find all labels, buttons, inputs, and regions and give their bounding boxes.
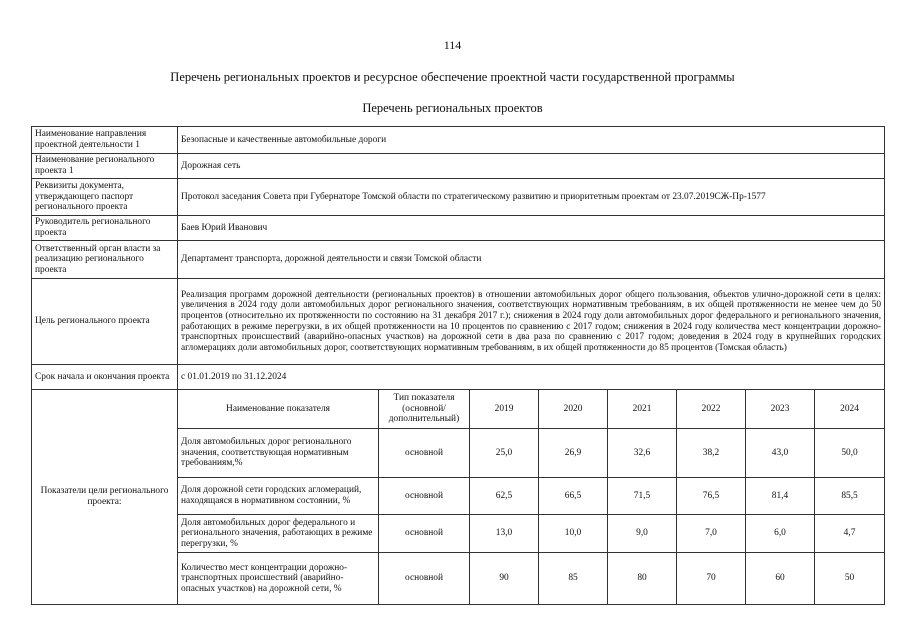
- indicator-value: 80: [608, 553, 677, 605]
- indicator-value: 6,0: [746, 515, 815, 553]
- indicator-value: 85,5: [815, 478, 885, 515]
- indicator-type: основной: [379, 515, 470, 553]
- indicator-value: 13,0: [470, 515, 539, 553]
- indicator-name: Доля автомобильных дорог регионального значения, соответствующая нормативным требованиям,%: [178, 429, 379, 478]
- indicator-type: основной: [379, 478, 470, 515]
- indicator-value: 85: [539, 553, 608, 605]
- document-label: Реквизиты документа, утверждающего паспорт регионального проекта: [32, 179, 178, 216]
- indicator-value: 90: [470, 553, 539, 605]
- indicator-value: 9,0: [608, 515, 677, 553]
- head-label: Руководитель регионального проекта: [32, 216, 178, 241]
- year-header-2022: 2022: [677, 390, 746, 429]
- indicator-value: 38,2: [677, 429, 746, 478]
- year-header-2021: 2021: [608, 390, 677, 429]
- indicator-value: 10,0: [539, 515, 608, 553]
- head-value: Баев Юрий Иванович: [178, 216, 885, 241]
- projects-table: [31, 126, 885, 605]
- project-label: Наименование регионального проекта 1: [32, 154, 178, 179]
- indicator-type-header: Тип показателя (основной/дополнительный): [379, 390, 470, 429]
- row-head: [32, 216, 885, 241]
- indicator-value: 26,9: [539, 429, 608, 478]
- indicator-value: 66,5: [539, 478, 608, 515]
- indicator-name: Доля автомобильных дорог федерального и регионального значения, работающих в режиме перегрузки, %: [178, 515, 379, 553]
- term-value: с 01.01.2019 по 31.12.2024: [178, 365, 885, 390]
- indicator-value: 50,0: [815, 429, 885, 478]
- indicator-value: 81,4: [746, 478, 815, 515]
- year-header-2020: 2020: [539, 390, 608, 429]
- indicator-value: 43,0: [746, 429, 815, 478]
- year-header-2019: 2019: [470, 390, 539, 429]
- indicators-label: Показатели цели регионального проекта:: [32, 390, 178, 605]
- direction-label: Наименование направления проектной деятельности 1: [32, 127, 178, 154]
- section-subtitle: Перечень региональных проектов: [362, 101, 543, 115]
- indicator-value: 71,5: [608, 478, 677, 515]
- row-term: [32, 365, 885, 390]
- indicator-name: Количество мест концентрации дорожно-транспортных происшествий (аварийно-опасных участков) на дорожной сети, %: [178, 553, 379, 605]
- indicator-value: 76,5: [677, 478, 746, 515]
- page-number: 114: [443, 38, 462, 52]
- indicator-type: основной: [379, 429, 470, 478]
- responsible-label: Ответственный орган власти за реализацию регионального проекта: [32, 241, 178, 279]
- indicator-name-header: Наименование показателя: [178, 390, 379, 429]
- indicator-name: Доля дорожной сети городских агломераций, находящаяся в нормативном состоянии, %: [178, 478, 379, 515]
- row-document: [32, 179, 885, 216]
- indicators-header-row: [32, 390, 885, 429]
- indicator-value: 50: [815, 553, 885, 605]
- indicator-value: 7,0: [677, 515, 746, 553]
- indicator-value: 62,5: [470, 478, 539, 515]
- indicator-type: основной: [379, 553, 470, 605]
- responsible-value: Департамент транспорта, дорожной деятельности и связи Томской области: [178, 241, 885, 279]
- year-header-2024: 2024: [815, 390, 885, 429]
- indicator-value: 4,7: [815, 515, 885, 553]
- goal-value: Реализация программ дорожной деятельности (региональных проектов) в отношении автомобильных дорог общего пользования, объектов улично-дорожной сети в целях: увеличения в 2024 году доли автомобильных дорог регионального значения, соответствующих нормативным требованиям, в их общей протяженности не менее чем до 50 процентов (относительно их протяженности по состоянию на 31 декабря 2017 г.); снижения в 2024 году доли автомобильных дорог федерального и регионального значения, работающих в режиме перегрузки, в их общей протяженности на 10 процентов по сравнению с 2017 годом; снижения в 2024 году количества мест концентрации дорожно-транспортных происшествий (аварийно-опасных участков) на дорожной сети в два раза по сравнению с 2017 годом; доведения в 2024 году в крупнейших городских агломерациях доли автомобильных дорог, соответствующих нормативным требованиям, в их общей протяженности до 85 процентов (Томская область): [178, 279, 885, 365]
- indicator-value: 32,6: [608, 429, 677, 478]
- document-title: Перечень региональных проектов и ресурсное обеспечение проектной части государственной программы: [170, 70, 735, 84]
- row-responsible: [32, 241, 885, 279]
- term-label: Срок начала и окончания проекта: [32, 365, 178, 390]
- project-value: Дорожная сеть: [178, 154, 885, 179]
- document-value: Протокол заседания Совета при Губернаторе Томской области по стратегическому развитию и приоритетным проектам от 23.07.2019СЖ-Пр-1577: [178, 179, 885, 216]
- year-header-2023: 2023: [746, 390, 815, 429]
- goal-label: Цель регионального проекта: [32, 279, 178, 365]
- direction-value: Безопасные и качественные автомобильные дороги: [178, 127, 885, 154]
- row-goal: [32, 279, 885, 365]
- row-project: [32, 154, 885, 179]
- indicator-value: 25,0: [470, 429, 539, 478]
- indicator-value: 70: [677, 553, 746, 605]
- row-direction: [32, 127, 885, 154]
- indicator-value: 60: [746, 553, 815, 605]
